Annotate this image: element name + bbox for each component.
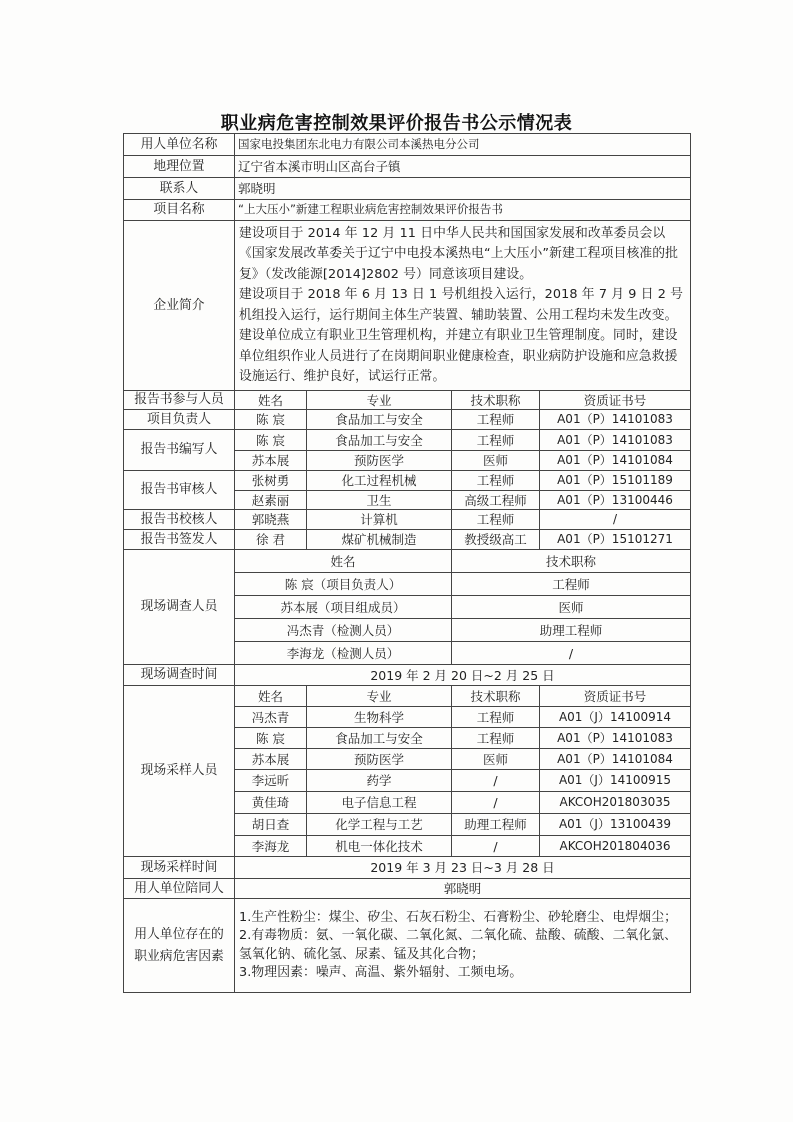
column-header-title: 技术职称 (452, 391, 540, 410)
table-row (124, 530, 691, 550)
report-staff-header-row (124, 391, 691, 410)
hazards-list (235, 899, 691, 993)
project-label: 项目名称 (124, 200, 235, 221)
staff-cert: A01（P）13100446 (540, 491, 691, 510)
survey-header-row (124, 550, 691, 573)
escort-row (124, 879, 691, 899)
sampler-name: 胡日查 (235, 814, 307, 836)
column-header-cert: 资质证书号 (540, 391, 691, 410)
staff-major: 食品加工与安全 (307, 410, 452, 430)
survey-name: 苏本展（项目组成员） (235, 596, 452, 619)
table-row (124, 510, 691, 530)
sampler-cert: AKCOH201803035 (540, 792, 691, 814)
staff-title: 工程师 (452, 510, 540, 530)
staff-cert: A01（P）15101271 (540, 530, 691, 550)
sampler-cert: A01（J）14100914 (540, 707, 691, 728)
page-title: 职业病危害控制效果评价报告书公示情况表 (220, 113, 573, 134)
table-row (124, 430, 691, 451)
staff-major: 计算机 (307, 510, 452, 530)
survey-name: 李海龙（检测人员） (235, 642, 452, 665)
profile-paragraph: 建设项目于 2014 年 12 月 11 日中华人民共和国国家发展和改革委员会以《国家发展改革委关于辽宁中电投本溪热电“上大压小”新建工程项目核准的批复》（发改能源[2014]2802 号）同意该项目建设。 (239, 225, 679, 282)
staff-title: 教授级高工 (452, 530, 540, 550)
column-header-major: 专业 (307, 686, 452, 707)
hazard-item: 2.有毒物质：氨、一氧化碳、二氧化氮、二氧化硫、盐酸、硫酸、二氧化氯、氢氧化钠、硫化氢、尿素、锰及其化合物； (239, 928, 678, 962)
sampler-name: 苏本展 (235, 749, 307, 770)
staff-name: 苏本展 (235, 451, 307, 471)
employer-row (124, 134, 691, 156)
survey-time-value: 2019 年 2 月 20 日~2 月 25 日 (235, 665, 691, 686)
staff-cert: A01（P）14101083 (540, 410, 691, 430)
column-header-major: 专业 (307, 391, 452, 410)
role-label: 报告书校核人 (124, 510, 235, 530)
disclosure-table (123, 133, 691, 993)
sampling-label: 现场采样人员 (124, 686, 235, 857)
role-label: 报告书审核人 (124, 471, 235, 510)
survey-name: 陈 宸（项目负责人） (235, 573, 452, 596)
sampler-name: 黄佳琦 (235, 792, 307, 814)
staff-cert: / (540, 510, 691, 530)
location-value: 辽宁省本溪市明山区高台子镇 (235, 156, 691, 178)
sampling-time-row (124, 857, 691, 879)
escort-value: 郭晓明 (235, 879, 691, 899)
project-row (124, 200, 691, 221)
sampler-title: 助理工程师 (452, 814, 540, 836)
profile-text (235, 221, 691, 391)
sampler-name: 冯杰青 (235, 707, 307, 728)
survey-title: 医师 (452, 596, 691, 619)
table-row (124, 410, 691, 430)
sampling-time-value: 2019 年 3 月 23 日~3 月 28 日 (235, 857, 691, 879)
profile-label: 企业简介 (124, 221, 235, 391)
sampler-title: 工程师 (452, 707, 540, 728)
staff-cert: A01（P）14101084 (540, 451, 691, 471)
contact-label: 联系人 (124, 178, 235, 200)
hazards-label-line: 职业病危害因素 (134, 948, 224, 964)
staff-major: 食品加工与安全 (307, 430, 452, 451)
table-row (124, 471, 691, 491)
sampler-major: 食品加工与安全 (307, 728, 452, 749)
sampling-time-label: 现场采样时间 (124, 857, 235, 879)
sampler-name: 李海龙 (235, 836, 307, 857)
employer-label: 用人单位名称 (124, 134, 235, 156)
sampler-name: 陈 宸 (235, 728, 307, 749)
sampler-major: 药学 (307, 770, 452, 792)
staff-title: 工程师 (452, 471, 540, 491)
survey-name: 冯杰青（检测人员） (235, 619, 452, 642)
column-header-name: 姓名 (235, 391, 307, 410)
hazard-item: 3.物理因素：噪声、高温、紫外辐射、工频电场。 (239, 965, 523, 980)
sampler-cert: A01（P）14101083 (540, 728, 691, 749)
survey-title: 工程师 (452, 573, 691, 596)
sampler-name: 李远昕 (235, 770, 307, 792)
sampler-cert: A01（P）14101084 (540, 749, 691, 770)
sampler-cert: A01（J）13100439 (540, 814, 691, 836)
survey-header-title: 技术职称 (452, 550, 691, 573)
staff-major: 化工过程机械 (307, 471, 452, 491)
profile-row (124, 221, 691, 391)
staff-name: 陈 宸 (235, 430, 307, 451)
staff-name: 郭晓燕 (235, 510, 307, 530)
staff-major: 煤矿机械制造 (307, 530, 452, 550)
survey-title: 助理工程师 (452, 619, 691, 642)
survey-time-label: 现场调查时间 (124, 665, 235, 686)
employer-value: 国家电投集团东北电力有限公司本溪热电分公司 (235, 134, 691, 156)
sampler-title: / (452, 836, 540, 857)
sampler-title: 工程师 (452, 728, 540, 749)
sampler-title: 医师 (452, 749, 540, 770)
hazards-label-line: 用人单位存在的 (134, 926, 224, 942)
column-header-name: 姓名 (235, 686, 307, 707)
project-value: “上大压小”新建工程职业病危害控制效果评价报告书 (235, 200, 691, 221)
role-label: 报告书签发人 (124, 530, 235, 550)
contact-row (124, 178, 691, 200)
staff-name: 张树勇 (235, 471, 307, 491)
sampler-title: / (452, 792, 540, 814)
staff-title: 工程师 (452, 430, 540, 451)
survey-label: 现场调查人员 (124, 550, 235, 665)
escort-label: 用人单位陪同人 (124, 879, 235, 899)
location-label: 地理位置 (124, 156, 235, 178)
profile-paragraph: 建设项目于 2018 年 6 月 13 日 1 号机组投入运行，2018 年 7 月 9 日 2 号机组投入运行，运行期间主体生产装置、辅助装置、公用工程均未发生改变。 (239, 287, 684, 323)
hazards-label (124, 899, 235, 993)
sampler-major: 化学工程与工艺 (307, 814, 452, 836)
profile-paragraph: 建设单位成立有职业卫生管理机构，并建立有职业卫生管理制度。同时，建设单位组织作业人员进行了在岗期间职业健康检查，职业病防护设施和应急救援设施运行、维护良好，试运行正常。 (239, 328, 678, 384)
role-label: 报告书编写人 (124, 430, 235, 471)
survey-title: / (452, 642, 691, 665)
staff-name: 徐 君 (235, 530, 307, 550)
column-header-cert: 资质证书号 (540, 686, 691, 707)
sampler-cert: AKCOH201804036 (540, 836, 691, 857)
hazard-item: 1.生产性粉尘：煤尘、矽尘、石灰石粉尘、石膏粉尘、砂轮磨尘、电焊烟尘； (239, 909, 678, 925)
staff-title: 高级工程师 (452, 491, 540, 510)
staff-name: 赵素丽 (235, 491, 307, 510)
sampler-major: 电子信息工程 (307, 792, 452, 814)
sampler-major: 生物科学 (307, 707, 452, 728)
survey-header-name: 姓名 (235, 550, 452, 573)
staff-major: 预防医学 (307, 451, 452, 471)
staff-cert: A01（P）15101189 (540, 471, 691, 491)
sampler-cert: A01（J）14100915 (540, 770, 691, 792)
staff-name: 陈 宸 (235, 410, 307, 430)
hazards-row (124, 899, 691, 993)
location-row (124, 156, 691, 178)
report-staff-label: 报告书参与人员 (124, 391, 235, 410)
sampler-major: 机电一体化技术 (307, 836, 452, 857)
sampler-major: 预防医学 (307, 749, 452, 770)
staff-title: 工程师 (452, 410, 540, 430)
staff-cert: A01（P）14101083 (540, 430, 691, 451)
survey-time-row (124, 665, 691, 686)
staff-major: 卫生 (307, 491, 452, 510)
column-header-title: 技术职称 (452, 686, 540, 707)
contact-value: 郭晓明 (235, 178, 691, 200)
staff-title: 医师 (452, 451, 540, 471)
sampling-header-row (124, 686, 691, 707)
role-label: 项目负责人 (124, 410, 235, 430)
sampler-title: / (452, 770, 540, 792)
